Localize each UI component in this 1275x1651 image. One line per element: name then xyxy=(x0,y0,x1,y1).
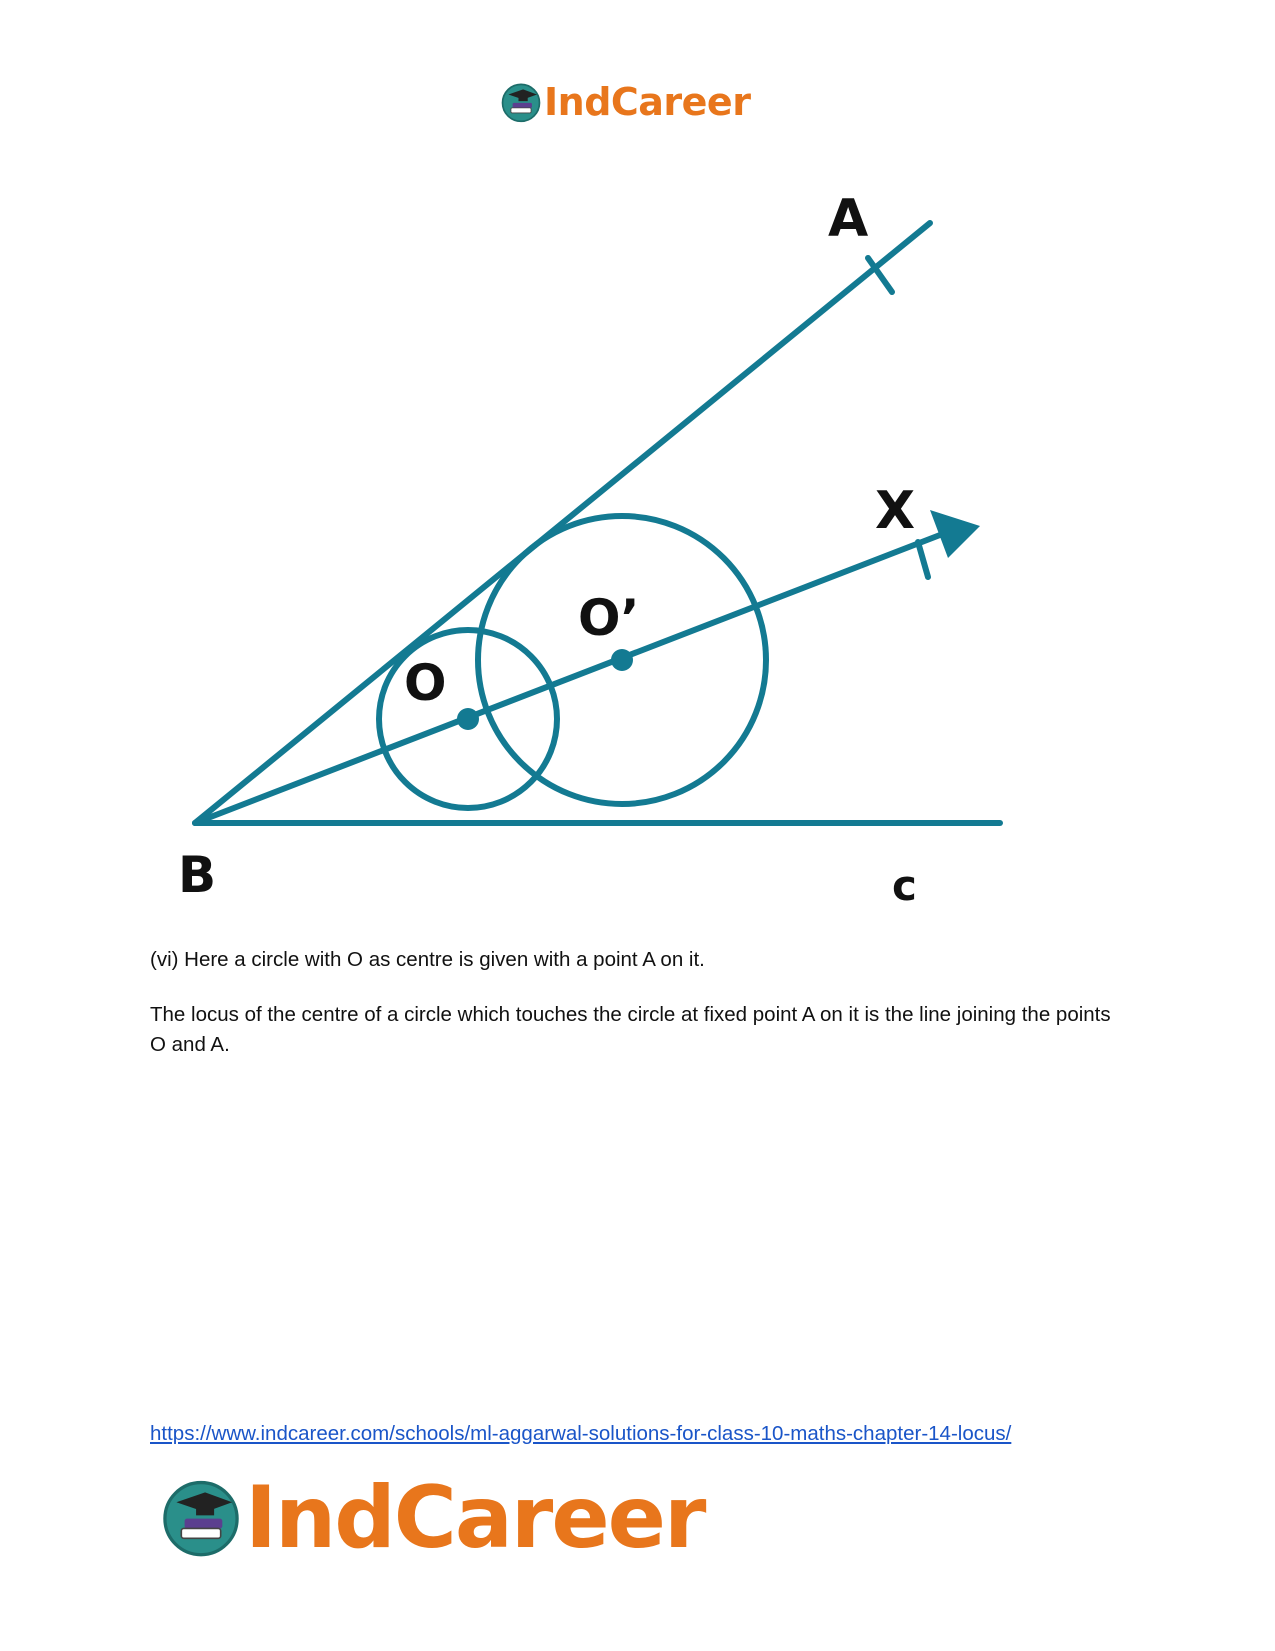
label-b: B xyxy=(178,846,217,904)
solution-paragraph-vi: (vi) Here a circle with O as centre is given with a point A on it. xyxy=(150,948,705,971)
label-a: A xyxy=(828,189,869,249)
centre-o-prime xyxy=(611,649,633,671)
label-o: O xyxy=(404,654,447,712)
logo-mark-icon xyxy=(160,1476,242,1558)
tick-x xyxy=(918,542,928,577)
label-x: X xyxy=(875,481,916,541)
header-logo xyxy=(500,78,780,130)
footer-logo xyxy=(160,1468,720,1568)
header-logo-text: IndCareer xyxy=(544,80,751,124)
locus-explanation-paragraph: The locus of the centre of a circle which touches the circle at fixed point A on it is the line joining the points O and A. xyxy=(150,1003,1111,1056)
locus-diagram xyxy=(170,180,1030,920)
footer-logo-text: IndCareer xyxy=(245,1468,705,1568)
centre-o xyxy=(457,708,479,730)
source-link[interactable]: https://www.indcareer.com/schools/ml-aggarwal-solutions-for-class-10-maths-chapter-14-locus/ xyxy=(150,1422,1012,1445)
bisector-bx xyxy=(195,535,940,823)
ray-ba xyxy=(195,223,930,823)
logo-mark-icon xyxy=(500,81,542,123)
label-o-prime: O’ xyxy=(578,589,640,647)
label-c: c xyxy=(892,861,917,910)
